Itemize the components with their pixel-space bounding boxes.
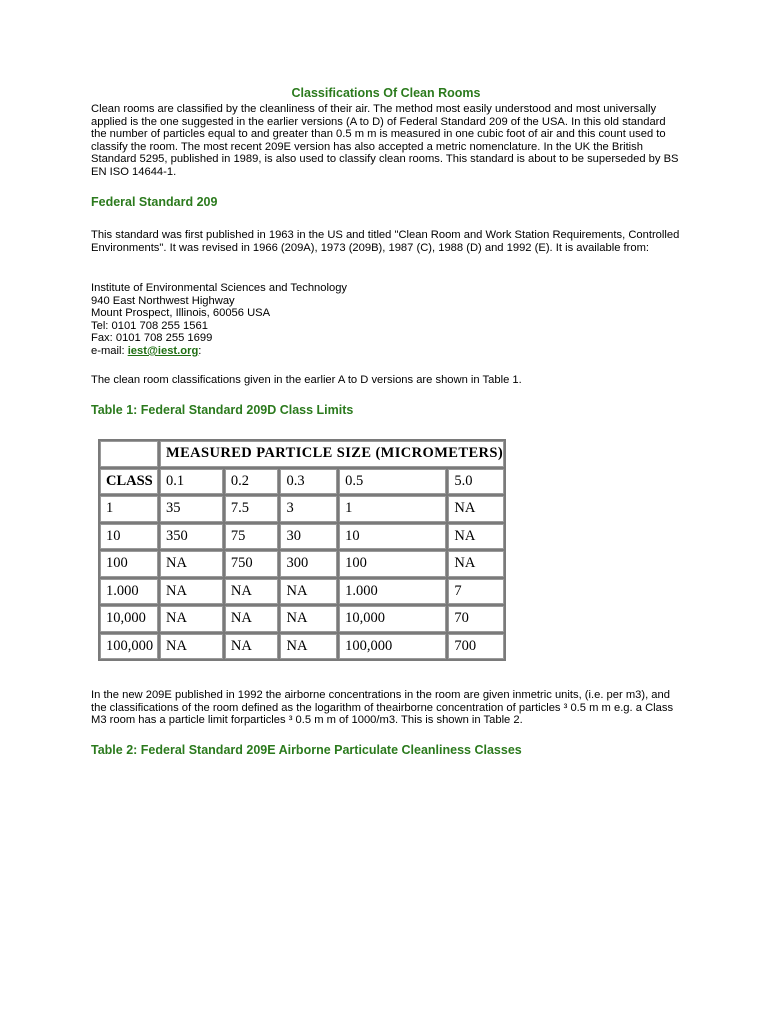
table-cell: NA [160,579,223,605]
size-header: 5.0 [448,469,504,495]
table1-heading: Table 1: Federal Standard 209D Class Limits [91,403,354,417]
email-link[interactable]: iest@iest.org [127,344,199,357]
address-street: 940 East Northwest Highway [91,294,235,307]
table-cell: NA [448,496,504,522]
table-cell: NA [448,524,504,550]
table-cell: 10,000 [100,606,158,632]
table-cell: 7.5 [225,496,279,522]
table-size-row [100,469,504,495]
table-cell: 70 [448,606,504,632]
table-row [100,579,504,605]
address-block [91,282,681,358]
email-suffix: : [198,344,202,357]
address-city: Mount Prospect, Illinois, 60056 USA [91,307,271,320]
table-cell: 100,000 [100,634,158,660]
table-cell: NA [225,606,279,632]
table-header-row [100,441,504,467]
table-row [100,634,504,660]
intro-paragraph: Clean rooms are classified by the cleanliness of their air. The method most easily understood and most universally applied is the one suggested in the earlier versions (A to D) of Federal Standard 209 of the USA. In this old standard the number of particles equal to and greater than 0.5 m m is measured in one cubic foot of air and this count used to classify the room. The most recent 209E version has also accepted a metric nomenclature. In the UK the British Standard 5295, published in 1989, is also used to classify clean rooms. This standard is about to be superseded by BS EN ISO 14644-1. [91,103,679,178]
size-header: 0.1 [160,469,223,495]
section-heading: Federal Standard 209 [91,195,218,209]
table-cell: 7 [448,579,504,605]
table-cell: 750 [225,551,279,577]
table-cell: NA [160,634,223,660]
table-cell: 3 [280,496,337,522]
table-cell: 1.000 [100,579,158,605]
table-cell: 35 [160,496,223,522]
table-cell: 100 [100,551,158,577]
table-cell: 1 [339,496,446,522]
table-cell: NA [280,606,337,632]
table-row [100,551,504,577]
table-cell: NA [160,551,223,577]
size-header: 0.3 [280,469,337,495]
table-cell: 100 [339,551,446,577]
table-cell: NA [225,579,279,605]
size-header: 0.2 [225,469,279,495]
table-corner-cell [100,441,158,467]
table-cell: 10 [100,524,158,550]
class-header: CLASS [100,469,158,495]
table1-intro: The clean room classifications given in the earlier A to D versions are shown in Table 1. [91,374,522,386]
table-cell: NA [280,634,337,660]
table2-intro: In the new 209E published in 1992 the airborne concentrations in the room are given inmetric units, (i.e. per m3), and the classifications of the room defined as the logarithm of theairborne concentration of particles ³ 0.5 m m e.g. a Class M3 room has a particle limit forparticles ³ 0.5 m m of 1000/m3. This is shown in Table 2. [91,689,674,727]
class-limits-table [98,439,506,661]
table-cell: 30 [280,524,337,550]
address-org: Institute of Environmental Sciences and Technology [91,282,348,294]
table-cell: 1 [100,496,158,522]
table-cell: NA [448,551,504,577]
table-cell: 700 [448,634,504,660]
address-fax: Fax: 0101 708 255 1699 [91,332,213,345]
table-row [100,606,504,632]
address-tel: Tel: 0101 708 255 1561 [91,319,208,332]
table-cell: NA [225,634,279,660]
table-cell: NA [160,606,223,632]
table-cell: 10,000 [339,606,446,632]
table-cell: 75 [225,524,279,550]
table-cell: 10 [339,524,446,550]
table-cell: 1.000 [339,579,446,605]
table-cell: 100,000 [339,634,446,660]
table-row [100,524,504,550]
table-row [100,496,504,522]
address-email-line [91,345,681,358]
table-cell: 350 [160,524,223,550]
size-header: 0.5 [339,469,446,495]
table-cell: NA [280,579,337,605]
table-cell: 300 [280,551,337,577]
email-label: e-mail: [91,344,128,357]
history-paragraph: This standard was first published in 1963 in the US and titled "Clean Room and Work Station Requirements, Controlled Environments". It was revised in 1966 (209A), 1973 (209B), 1987 (C), 1988 (D) and 1992 (E). It is available from: [91,229,680,254]
particle-size-header: MEASURED PARTICLE SIZE (MICROMETERS) [160,441,504,467]
page-title: Classifications Of Clean Rooms [291,86,481,100]
table2-heading: Table 2: Federal Standard 209E Airborne Particulate Cleanliness Classes [91,743,522,757]
